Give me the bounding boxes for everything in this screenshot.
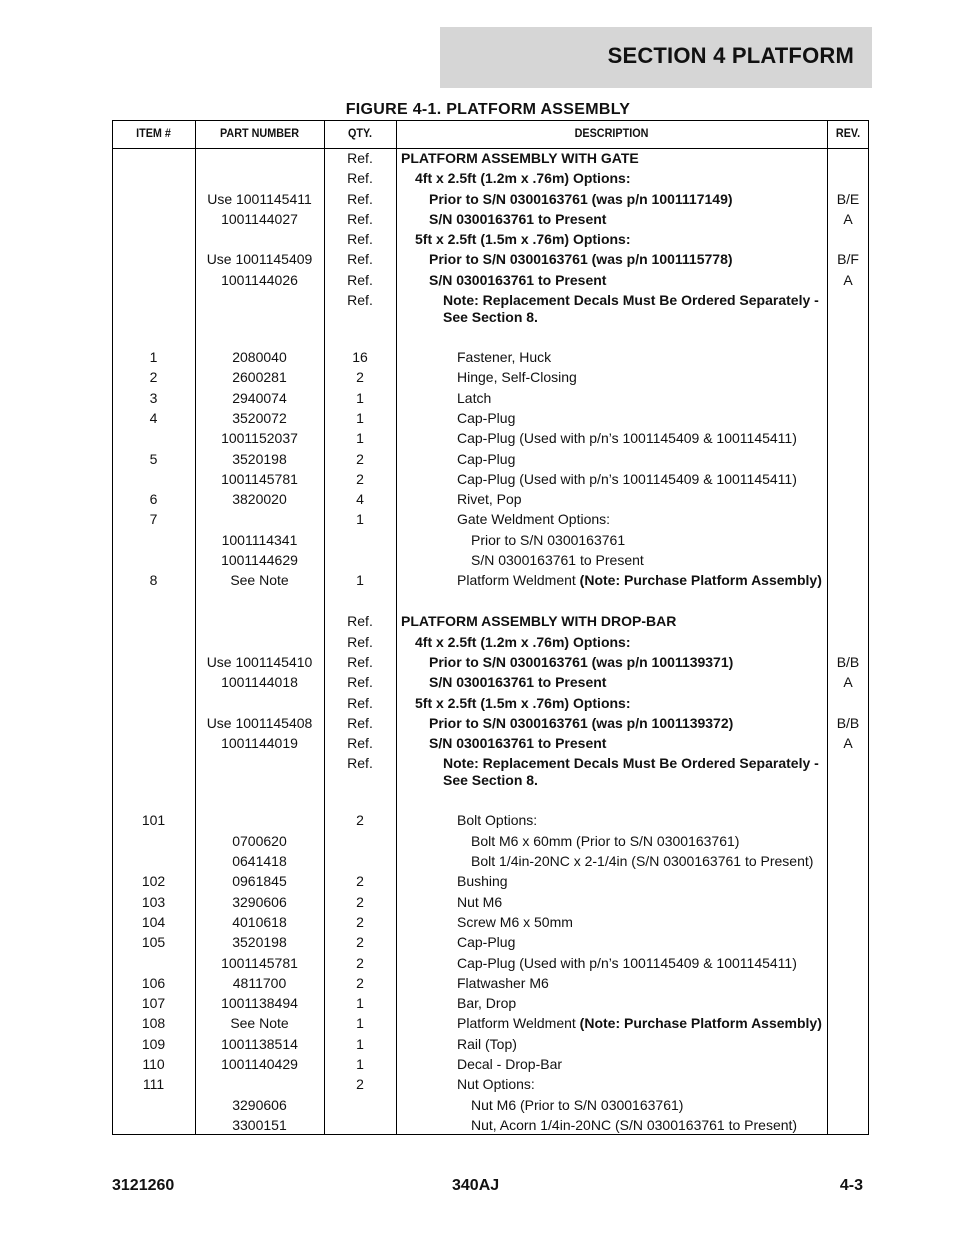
table-row [112, 1013, 869, 1033]
description-text: Flatwasher M6 [457, 974, 549, 991]
description [457, 873, 829, 890]
quantity: Ref. [347, 170, 373, 187]
table-row [112, 733, 869, 753]
description-text: Rivet, Pop [457, 491, 522, 508]
part-number: 1001140429 [221, 1055, 298, 1072]
item-number: 103 [141, 893, 166, 910]
item-number: 1 [149, 349, 158, 366]
description-note: (Note: Purchase Platform Assembly) [575, 1015, 822, 1032]
quantity: 2 [356, 954, 364, 971]
section-header-box [440, 27, 872, 88]
table-row [112, 892, 869, 912]
quantity: Ref. [347, 653, 373, 670]
description-text: Cap-Plug [457, 934, 516, 951]
part-number: 1001144629 [221, 552, 298, 569]
description [457, 1015, 829, 1032]
description [457, 390, 829, 407]
part-number: 3290606 [232, 1096, 287, 1113]
quantity: 2 [356, 369, 364, 386]
item-number: 2 [149, 369, 158, 386]
table-row [112, 168, 869, 188]
description-text: Note: Replacement Decals Must Be Ordered Separately - See Section 8. [443, 292, 819, 326]
item-number: 3 [149, 389, 158, 406]
description-text: Screw M6 x 50mm [457, 913, 573, 930]
table-row [112, 509, 869, 529]
quantity: Ref. [347, 150, 373, 166]
table-row [112, 713, 869, 733]
description-text: S/N 0300163761 to Present [429, 271, 607, 288]
description-text: S/N 0300163761 to Present [471, 552, 644, 569]
table-row [112, 570, 869, 611]
description-note: (Note: Purchase Platform Assembly) [575, 572, 822, 589]
description-text: 4ft x 2.5ft (1.2m x .76m) Options: [415, 633, 631, 650]
quantity: Ref. [347, 251, 373, 268]
quantity: 2 [356, 470, 364, 487]
revision: A [843, 674, 853, 691]
description [457, 451, 829, 468]
part-number: 3300151 [232, 1116, 287, 1133]
quantity: Ref. [347, 755, 373, 772]
description [457, 369, 829, 386]
part-number: Use 1001145410 [206, 653, 313, 670]
table-row [112, 367, 869, 387]
figure-title: FIGURE 4-1. PLATFORM ASSEMBLY [345, 101, 631, 118]
description [457, 934, 829, 951]
description [471, 532, 829, 549]
table-row [112, 388, 869, 408]
quantity: 1 [356, 409, 364, 426]
item-number: 102 [141, 873, 166, 890]
quantity: 1 [356, 1035, 364, 1052]
table-row [112, 347, 869, 367]
table-row [112, 290, 869, 347]
description [429, 715, 829, 732]
description [471, 853, 829, 870]
description-text: Nut, Acorn 1/4in-20NC (S/N 0300163761 to Present) [471, 1116, 798, 1133]
table-row [112, 993, 869, 1013]
table-row [112, 672, 869, 692]
revision: A [843, 735, 853, 752]
quantity: Ref. [347, 271, 373, 288]
item-number: 108 [141, 1015, 166, 1032]
section-title: SECTION 4 PLATFORM [607, 43, 854, 68]
table-row [112, 932, 869, 952]
description [429, 735, 829, 752]
table-row [112, 189, 869, 209]
description [457, 914, 829, 931]
table-row [112, 1034, 869, 1054]
table-row [112, 1074, 869, 1094]
description [429, 654, 829, 671]
description [429, 674, 829, 691]
part-number: 2600281 [232, 369, 287, 386]
table-row [112, 953, 869, 973]
table-row [112, 1095, 869, 1115]
description-text: Prior to S/N 0300163761 (was p/n 1001139372) [429, 714, 734, 731]
description-text: Cap-Plug [457, 409, 516, 426]
description-text: S/N 0300163761 to Present [429, 210, 607, 227]
description-text: Platform Weldment [457, 572, 576, 589]
part-number: 1001145781 [221, 954, 298, 971]
quantity: Ref. [347, 714, 373, 731]
column-header-rev: REV. [835, 126, 861, 140]
table-row [112, 851, 869, 871]
table-row [112, 428, 869, 448]
column-header-qty: QTY. [347, 126, 372, 140]
description [443, 292, 829, 326]
description [415, 231, 829, 248]
table-row [112, 693, 869, 713]
table-row [112, 489, 869, 509]
part-number: 1001144018 [221, 674, 298, 691]
parts-table-body [112, 148, 869, 1135]
description-text: S/N 0300163761 to Present [429, 674, 607, 691]
description [429, 272, 829, 289]
description-text: Bar, Drop [457, 995, 517, 1012]
quantity: Ref. [347, 633, 373, 650]
part-number: See Note [230, 572, 289, 589]
quantity: Ref. [347, 210, 373, 227]
part-number: 3520072 [232, 409, 287, 426]
revision: B/B [836, 653, 860, 670]
description-text: Nut M6 (Prior to S/N 0300163761) [471, 1096, 684, 1113]
quantity: 2 [356, 974, 364, 991]
item-number: 101 [141, 812, 166, 829]
quantity: 1 [356, 389, 364, 406]
description-text: Prior to S/N 0300163761 (was p/n 1001117149) [429, 190, 733, 207]
part-number: 0961845 [232, 873, 287, 890]
description [457, 955, 829, 972]
quantity: 16 [352, 349, 368, 366]
part-number: Use 1001145409 [206, 251, 313, 268]
revision: B/E [836, 190, 860, 207]
quantity: 2 [356, 893, 364, 910]
description [457, 572, 829, 589]
description-text: Platform Weldment [457, 1015, 576, 1032]
quantity: 2 [356, 1076, 364, 1093]
description-text: 4ft x 2.5ft (1.2m x .76m) Options: [415, 170, 631, 187]
part-number: 0641418 [232, 853, 287, 870]
quantity: Ref. [347, 613, 373, 630]
table-row [112, 270, 869, 290]
item-number: 104 [141, 913, 166, 930]
description [457, 511, 829, 528]
revision: A [843, 271, 853, 288]
quantity: 1 [356, 1015, 364, 1032]
table-row [112, 229, 869, 249]
quantity: 1 [356, 572, 364, 589]
part-number: Use 1001145411 [207, 190, 312, 207]
item-number: 111 [142, 1076, 165, 1093]
part-number: 1001114341 [221, 531, 298, 548]
revision: A [843, 210, 853, 227]
description-text: Bushing [457, 873, 508, 890]
quantity: 1 [356, 511, 364, 528]
table-row [112, 652, 869, 672]
description-text: Bolt M6 x 60mm (Prior to S/N 0300163761) [471, 832, 740, 849]
item-number: 106 [141, 974, 166, 991]
description [457, 894, 829, 911]
part-number: 3290606 [232, 893, 287, 910]
part-number: 1001144027 [221, 210, 298, 227]
description-text: S/N 0300163761 to Present [429, 735, 607, 752]
description-text: PLATFORM ASSEMBLY WITH GATE [401, 150, 639, 166]
description [429, 251, 829, 268]
description [457, 349, 829, 366]
revision: B/F [837, 251, 859, 268]
description [415, 170, 829, 187]
table-row [112, 408, 869, 428]
description-text: Rail (Top) [457, 1035, 517, 1052]
footer-model: 340AJ [452, 1177, 500, 1194]
item-number: 7 [149, 511, 158, 528]
description [457, 430, 829, 447]
column-header-part-number: PART NUMBER [219, 126, 300, 140]
part-number: 0700620 [232, 832, 287, 849]
table-row [112, 632, 869, 652]
description-text: PLATFORM ASSEMBLY WITH DROP-BAR [401, 613, 677, 630]
revision: B/B [836, 714, 860, 731]
description-text: Cap-Plug [457, 450, 516, 467]
quantity: Ref. [347, 735, 373, 752]
part-number: 3820020 [232, 491, 287, 508]
footer-doc-number: 3121260 [112, 1177, 175, 1194]
quantity: 2 [356, 812, 364, 829]
description-text: Hinge, Self-Closing [457, 369, 577, 386]
description [457, 995, 829, 1012]
table-row [112, 871, 869, 891]
quantity: Ref. [347, 190, 373, 207]
description-text: Gate Weldment Options: [457, 511, 611, 528]
quantity: 2 [356, 450, 364, 467]
column-header-description: DESCRIPTION [574, 126, 649, 140]
part-number: 1001144019 [221, 735, 298, 752]
quantity: Ref. [347, 694, 373, 711]
description-text: 5ft x 2.5ft (1.5m x .76m) Options: [415, 694, 631, 711]
item-number: 8 [149, 572, 158, 589]
description [471, 552, 829, 569]
part-number: 1001138494 [221, 995, 298, 1012]
part-number: 1001152037 [221, 430, 298, 447]
description-text: Bolt Options: [457, 812, 538, 829]
part-number: 3520198 [232, 934, 287, 951]
description-text: Prior to S/N 0300163761 [471, 531, 626, 548]
quantity: Ref. [347, 231, 373, 248]
quantity: 4 [356, 491, 364, 508]
description [401, 613, 829, 630]
quantity: 2 [356, 873, 364, 890]
part-number: 3520198 [232, 450, 287, 467]
description-text: Prior to S/N 0300163761 (was p/n 1001115778) [429, 251, 733, 268]
table-row [112, 810, 869, 830]
part-number: 2080040 [232, 349, 287, 366]
item-number: 5 [149, 450, 158, 467]
quantity: 1 [356, 995, 364, 1012]
part-number: 1001144026 [221, 271, 298, 288]
description [415, 634, 829, 651]
description [415, 695, 829, 712]
table-row [112, 469, 869, 489]
description-text: Prior to S/N 0300163761 (was p/n 1001139371) [429, 653, 734, 670]
description [471, 1117, 829, 1134]
description [457, 491, 829, 508]
part-number: See Note [230, 1015, 289, 1032]
table-row [112, 530, 869, 550]
part-number: 1001145781 [221, 470, 298, 487]
description-text: Cap-Plug (Used with p/n’s 1001145409 & 1001145411) [457, 954, 797, 971]
description [401, 150, 829, 167]
description-text: Bolt 1/4in-20NC x 2-1/4in (S/N 0300163761 to Present) [471, 853, 814, 870]
quantity: Ref. [347, 292, 373, 309]
table-row [112, 1115, 869, 1135]
quantity: 1 [356, 1055, 364, 1072]
table-row [112, 209, 869, 229]
description-text: Cap-Plug (Used with p/n’s 1001145409 & 1001145411) [457, 430, 797, 447]
description [457, 812, 829, 829]
table-row [112, 550, 869, 570]
table-row [112, 1054, 869, 1074]
table-row [112, 249, 869, 269]
description-text: Nut Options: [457, 1076, 535, 1093]
part-number: Use 1001145408 [206, 714, 313, 731]
table-row [112, 973, 869, 993]
item-number: 105 [141, 934, 166, 951]
description-text: Decal - Drop-Bar [457, 1055, 563, 1072]
table-row [112, 912, 869, 932]
table-row [112, 753, 869, 810]
description [471, 833, 829, 850]
description [429, 211, 829, 228]
footer-page-number: 4-3 [839, 1177, 863, 1194]
description [457, 1076, 829, 1093]
description-text: 5ft x 2.5ft (1.5m x .76m) Options: [415, 231, 631, 248]
table-row [112, 148, 869, 168]
quantity: 2 [356, 913, 364, 930]
part-number: 1001138514 [221, 1035, 298, 1052]
description [457, 1056, 829, 1073]
description [457, 410, 829, 427]
table-row [112, 611, 869, 631]
quantity: Ref. [347, 674, 373, 691]
description-text: Nut M6 [457, 893, 503, 910]
item-number: 110 [142, 1055, 165, 1072]
description-text: Note: Replacement Decals Must Be Ordered Separately - See Section 8. [443, 755, 819, 789]
description-text: Cap-Plug (Used with p/n’s 1001145409 & 1001145411) [457, 470, 797, 487]
description [457, 1036, 829, 1053]
part-number: 2940074 [232, 389, 287, 406]
item-number: 4 [149, 409, 158, 426]
quantity: 2 [356, 934, 364, 951]
description-text: Fastener, Huck [457, 349, 552, 366]
part-number: 4010618 [232, 913, 287, 930]
item-number: 6 [149, 491, 158, 508]
description [457, 471, 829, 488]
description [457, 975, 829, 992]
description-text: Latch [457, 389, 492, 406]
quantity: 1 [356, 430, 364, 447]
part-number: 4811700 [232, 974, 287, 991]
column-header-item: ITEM # [136, 126, 171, 140]
item-number: 107 [141, 995, 166, 1012]
description [443, 755, 829, 789]
table-row [112, 449, 869, 469]
description [429, 191, 829, 208]
description [471, 1097, 829, 1114]
item-number: 109 [141, 1035, 166, 1052]
table-row [112, 831, 869, 851]
